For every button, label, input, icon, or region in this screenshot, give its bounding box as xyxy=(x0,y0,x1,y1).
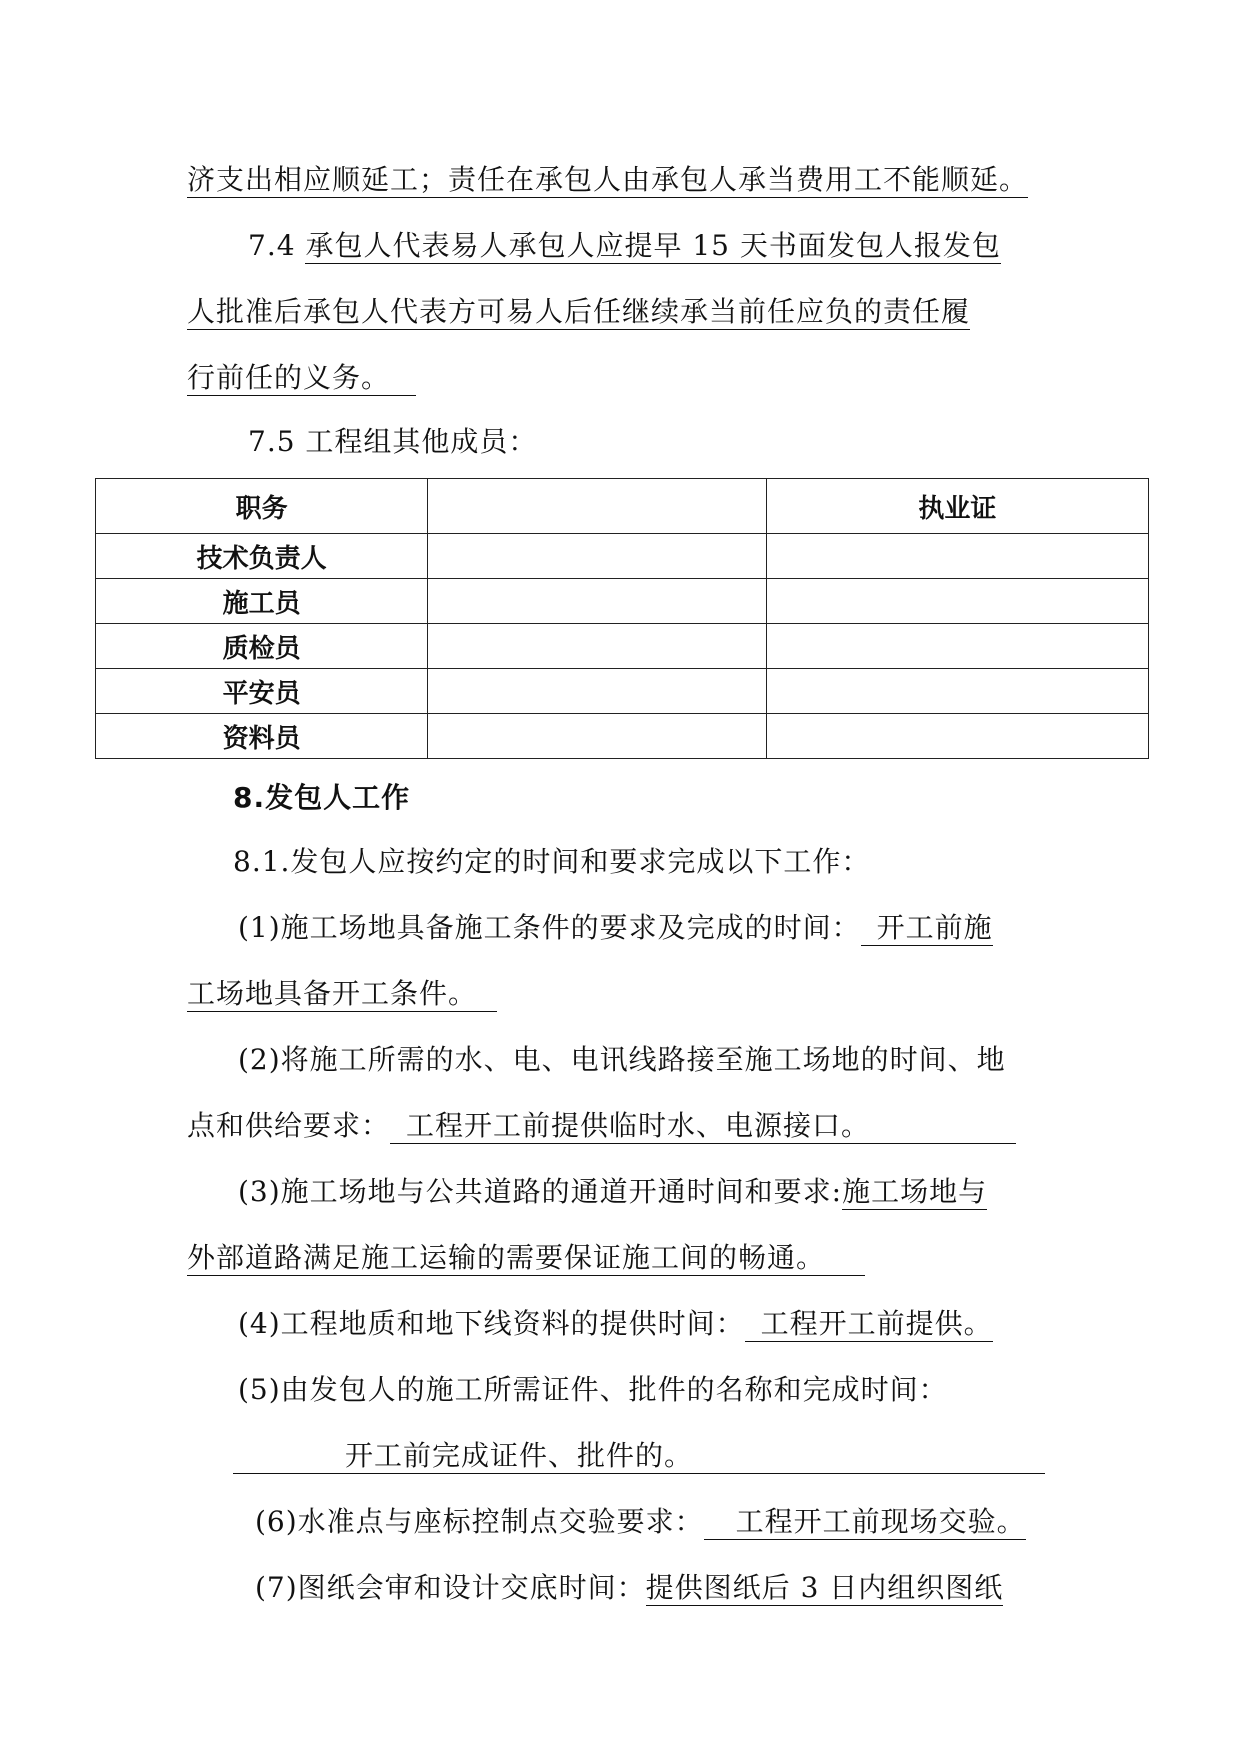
item-6 xyxy=(255,1502,1026,1542)
table-cell-position: 资料员 xyxy=(96,714,428,759)
item-5-line-2 xyxy=(233,1436,1045,1476)
item-label: (7)图纸会审和设计交底时间： xyxy=(255,1571,646,1604)
underlined-text: 人批准后承包人代表方可易人后任继续承当前任应负的责任履 xyxy=(187,295,971,328)
table-cell-position: 质检员 xyxy=(96,624,428,669)
item-label: (1)施工场地具备施工条件的要求及完成的时间： xyxy=(238,911,861,944)
table-cell-empty xyxy=(766,669,1148,714)
item-2-line-1: (2)将施工所需的水、电、电讯线路接至施工场地的时间、地 xyxy=(238,1043,1006,1076)
table-row xyxy=(96,714,1149,759)
table-cell-empty xyxy=(428,669,766,714)
table-cell-empty xyxy=(766,714,1148,759)
underlined-value: 开工前施 xyxy=(861,911,993,946)
underlined-value: 工场地具备开工条件。 xyxy=(187,977,497,1012)
item-4 xyxy=(238,1304,993,1344)
table-cell-empty xyxy=(428,714,766,759)
clause-8-1: 8.1.发包人应按约定的时间和要求完成以下工作： xyxy=(233,845,871,878)
item-5-line-1: (5)由发包人的施工所需证件、批件的名称和完成时间： xyxy=(238,1373,948,1406)
paragraph-line-1 xyxy=(187,160,1028,200)
table-cell-empty xyxy=(766,624,1148,669)
table-row xyxy=(96,669,1149,714)
clause-7-4-line-2 xyxy=(187,292,970,332)
table-row xyxy=(96,624,1149,669)
underlined-value: 开工前完成证件、批件的。 xyxy=(233,1439,1045,1474)
clause-7-4-line-1 xyxy=(248,226,1001,266)
underlined-value: 工程开工前提供。 xyxy=(745,1307,993,1342)
table-header-row xyxy=(96,479,1149,534)
item-label: (4)工程地质和地下线资料的提供时间： xyxy=(238,1307,745,1340)
underlined-text: 行前任的义务。 xyxy=(187,361,416,396)
underlined-value: 施工场地与 xyxy=(842,1175,988,1208)
table-cell-empty xyxy=(428,534,766,579)
item-2-line-2 xyxy=(187,1106,1016,1146)
table-cell-empty xyxy=(766,579,1148,624)
table-cell-position: 平安员 xyxy=(96,669,428,714)
item-label: 点和供给要求： xyxy=(187,1109,391,1142)
item-3-line-2 xyxy=(187,1238,865,1278)
underlined-value: 提供图纸后 3 日内组织图纸 xyxy=(645,1571,1004,1604)
item-7 xyxy=(255,1568,1003,1608)
underlined-value: 外部道路满足施工运输的需要保证施工间的畅通。 xyxy=(187,1241,865,1276)
table-cell-empty xyxy=(428,624,766,669)
table-header-name xyxy=(428,479,766,534)
table-cell-empty xyxy=(766,534,1148,579)
section-8-heading: 8.发包人工作 xyxy=(233,781,411,814)
team-members-table xyxy=(95,478,1149,759)
clause-number: 7.4 xyxy=(248,229,306,262)
underlined-text: 济支出相应顺延工；责任在承包人由承包人承当费用工不能顺延。 xyxy=(187,163,1029,196)
underlined-text: 承包人代表易人承包人应提早 15 天书面发包人报发包 xyxy=(305,229,1001,262)
table-header-license: 执业证 xyxy=(766,479,1148,534)
table-row xyxy=(96,534,1149,579)
underlined-value: 工程开工前提供临时水、电源接口。 xyxy=(390,1109,1016,1144)
item-label: (6)水准点与座标控制点交验要求： xyxy=(255,1505,704,1538)
table-cell-position: 技术负责人 xyxy=(96,534,428,579)
item-label: (3)施工场地与公共道路的通道开通时间和要求: xyxy=(238,1175,843,1208)
item-1-line-1 xyxy=(238,908,993,948)
table-row xyxy=(96,579,1149,624)
item-3-line-1 xyxy=(238,1172,987,1212)
table-cell-empty xyxy=(428,579,766,624)
underlined-value: 工程开工前现场交验。 xyxy=(704,1505,1026,1540)
item-1-line-2 xyxy=(187,974,497,1014)
clause-7-4-line-3 xyxy=(187,358,416,398)
clause-7-5: 7.5 工程组其他成员： xyxy=(248,425,538,458)
table-cell-position: 施工员 xyxy=(96,579,428,624)
table-header-position: 职务 xyxy=(96,479,428,534)
